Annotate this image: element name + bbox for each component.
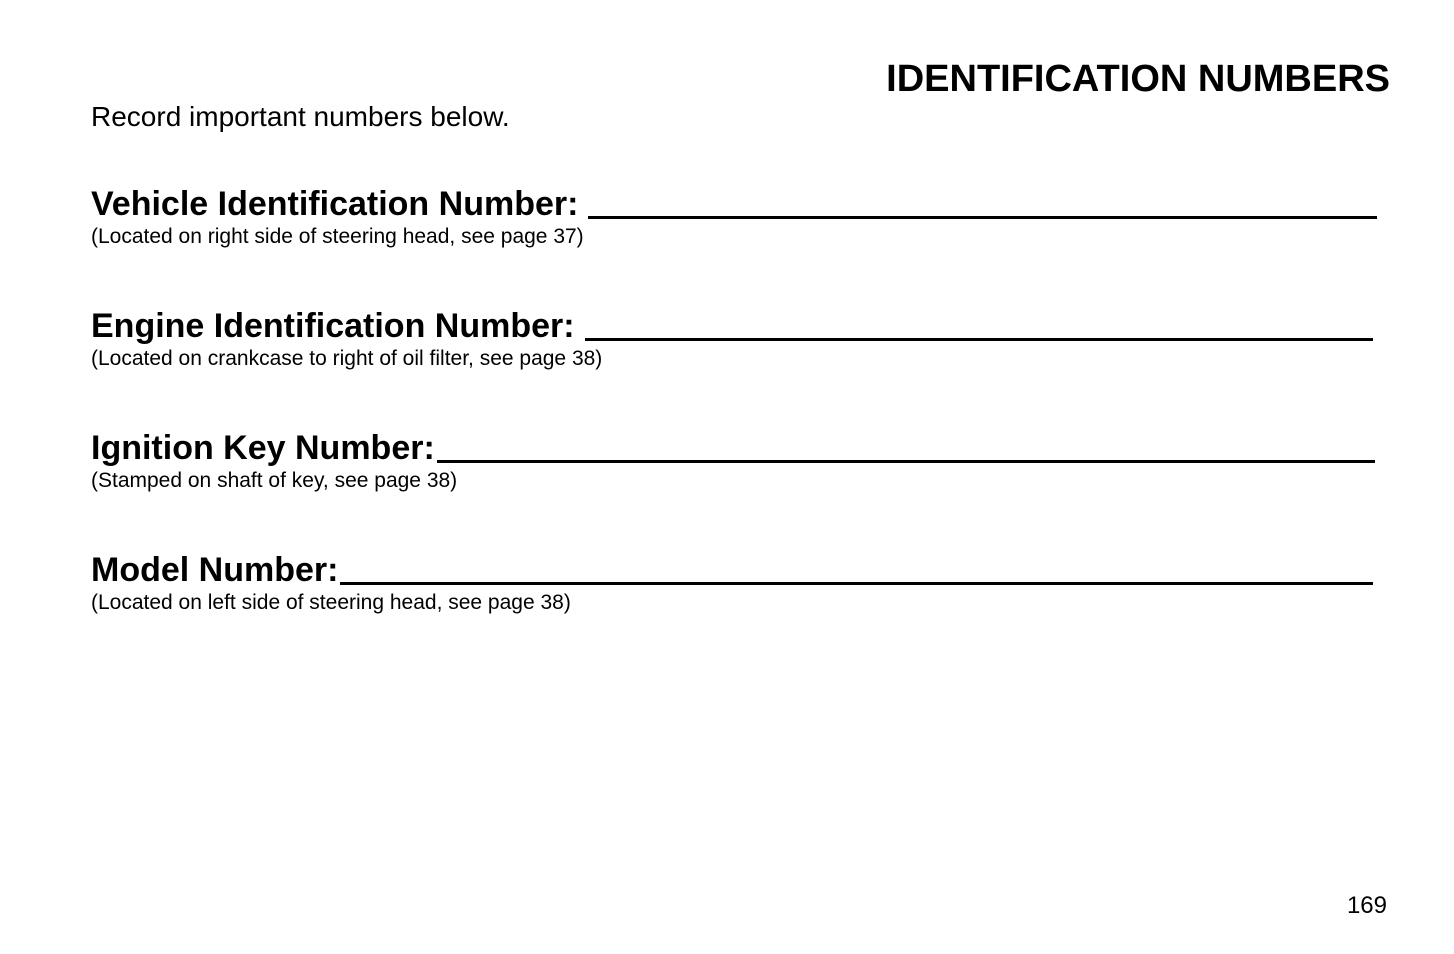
model-number-write-line[interactable] [340, 582, 1373, 585]
page-number: 169 [1346, 892, 1387, 919]
field-note: (Located on left side of steering head, see page 38) [91, 591, 571, 614]
field-ignition-key [91, 428, 1375, 494]
field-line [91, 428, 1375, 468]
field-engine-id [91, 306, 1373, 372]
ignition-key-write-line[interactable] [437, 460, 1375, 463]
field-line [91, 550, 1373, 590]
field-label: Vehicle Identification Number: [91, 185, 579, 223]
engine-id-write-line[interactable] [585, 338, 1373, 341]
field-label: Model Number: [91, 551, 339, 589]
page-title: IDENTIFICATION NUMBERS [886, 58, 1390, 100]
field-vehicle-id [91, 184, 1377, 250]
field-note: (Located on crankcase to right of oil filter, see page 38) [91, 347, 603, 370]
field-label: Ignition Key Number: [91, 429, 435, 467]
vehicle-id-write-line[interactable] [588, 216, 1377, 219]
field-note: (Stamped on shaft of key, see page 38) [91, 469, 458, 492]
field-line [91, 184, 1377, 224]
intro-text: Record important numbers below. [91, 101, 510, 132]
field-model-number [91, 550, 1373, 616]
field-note: (Located on right side of steering head, see page 37) [91, 225, 584, 248]
field-line [91, 306, 1373, 346]
field-label: Engine Identification Number: [91, 307, 575, 345]
